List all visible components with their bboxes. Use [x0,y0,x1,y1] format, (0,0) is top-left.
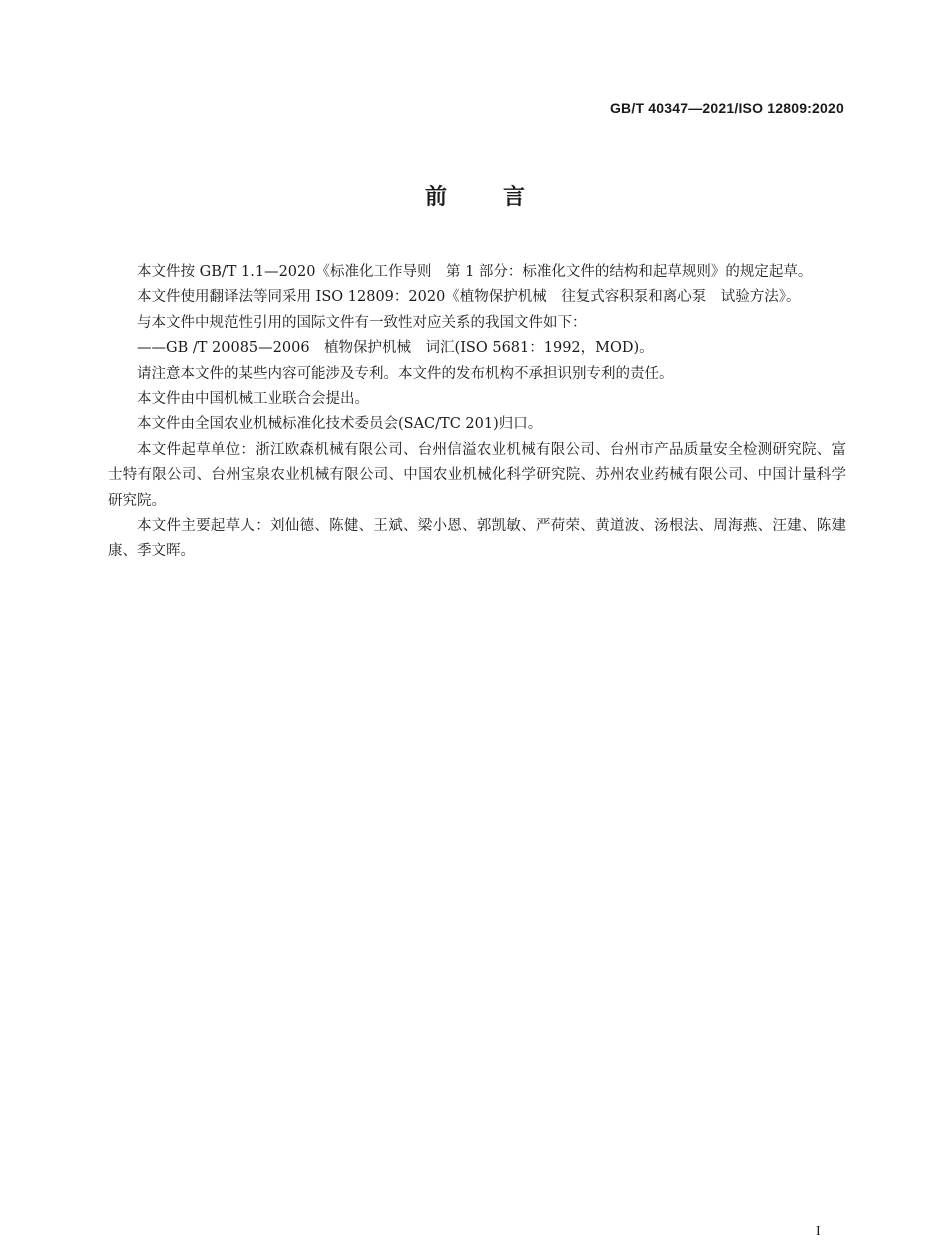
paragraph-under-jurisdiction: 本文件由全国农业机械标准化技术委员会(SAC/TC 201)归口。 [137,416,543,433]
page-title: 前言 [424,185,581,210]
paragraph-reference-intro: 与本文件中规范性引用的国际文件有一致性对应关系的我国文件如下： [137,314,587,331]
paragraph-drafting-rules: 本文件按 GB/T 1.1—2020《标准化工作导则 第 1 部分：标准化文件的结构和起草规则》的规定起草。 [137,264,813,280]
paragraph-patent-notice: 请注意本文件的某些内容可能涉及专利。本文件的发布机构不承担识别专利的责任。 [137,365,674,382]
standard-number: GB/T 40347—2021/ISO 12809:2020 [609,100,844,116]
paragraph-drafting-units: 本文件起草单位：浙江欧森机械有限公司、台州信溢农业机械有限公司、台州市产品质量安全检测研究院、富士特有限公司、台州宝泉农业机械有限公司、中国农业机械化科学研究院、苏州农业药械有限公司、中国计量科学研究院。 [108,441,846,509]
paragraph-reference-item: ——GB /T 20085—2006 植物保护机械 词汇(ISO 5681：1992，MOD)。 [137,340,654,357]
paragraph-adoption: 本文件使用翻译法等同采用 ISO 12809：2020《植物保护机械 往复式容积泵和离心泵 试验方法》。 [137,289,801,306]
document-body [108,260,846,565]
page-number: I [816,1224,821,1239]
paragraph-drafters: 本文件主要起草人：刘仙德、陈健、王斌、梁小恩、郭凯敏、严荷荣、黄道波、汤根法、周海燕、汪建、陈建康、季文晖。 [108,518,846,560]
paragraph-proposed-by: 本文件由中国机械工业联合会提出。 [137,391,369,408]
